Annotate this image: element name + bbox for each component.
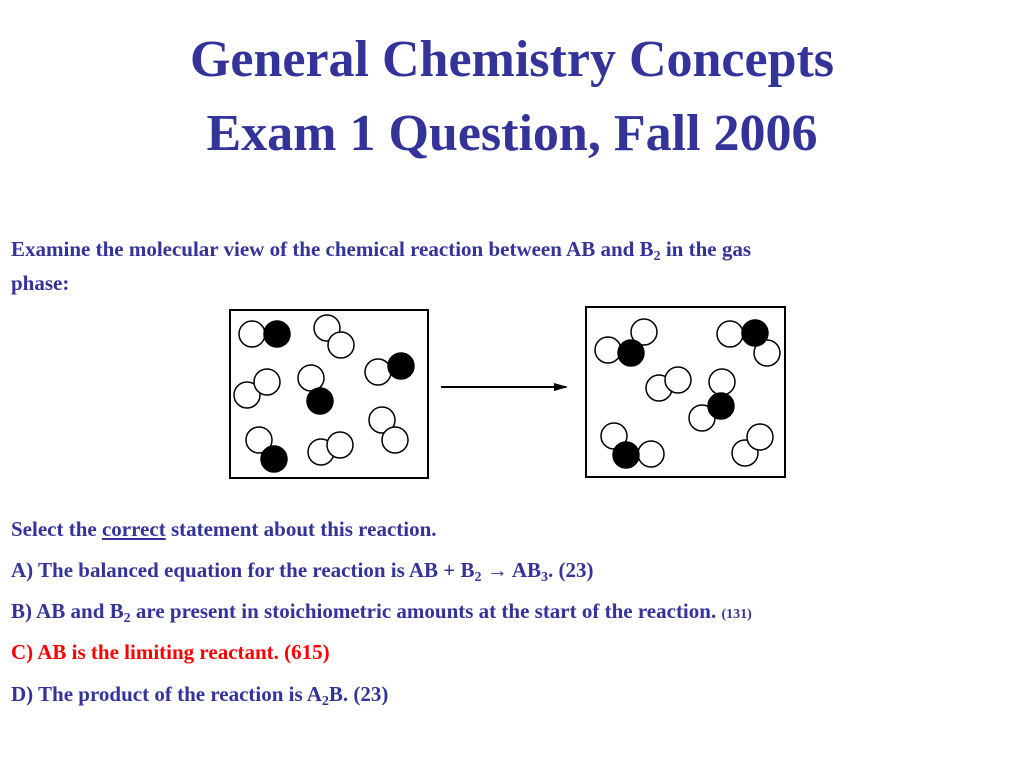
option-a-text-before: A) The balanced equation for the reaction is AB + B	[11, 558, 475, 582]
a-atom	[388, 353, 414, 379]
b-atom	[595, 337, 621, 363]
prompt-subscript: 2	[653, 249, 661, 264]
b-atom	[747, 424, 773, 450]
option-b-text-before: B) AB and B	[11, 599, 124, 623]
prompt-text-after: in the gas	[660, 237, 751, 261]
b-atom	[254, 369, 280, 395]
b-atom	[665, 367, 691, 393]
option-b-text-after: are present in stoichiometric amounts at the start of the reaction.	[130, 599, 717, 623]
b-atom	[365, 359, 391, 385]
a-atom	[264, 321, 290, 347]
title-line-1: General Chemistry Concepts	[189, 31, 835, 88]
option-a	[11, 557, 594, 583]
b-atom	[638, 441, 664, 467]
a-atom	[618, 340, 644, 366]
option-a-text-after: . (23)	[548, 558, 594, 582]
option-a-subscript-1: 2	[474, 570, 482, 585]
b-atom	[239, 321, 265, 347]
select-emphasis: correct	[101, 517, 166, 541]
prompt-line-2: phase:	[11, 271, 70, 295]
a-atom	[261, 446, 287, 472]
select-text-after: statement about this reaction.	[165, 517, 437, 541]
b-atom	[717, 321, 743, 347]
option-d-subscript: 2	[321, 694, 329, 709]
option-d	[11, 681, 388, 707]
option-b	[11, 598, 752, 628]
option-d-text-after: B. (23)	[328, 682, 389, 706]
option-b-count: (131)	[721, 607, 752, 622]
select-statement-line	[11, 516, 437, 542]
a-atom	[742, 320, 768, 346]
a-atom	[307, 388, 333, 414]
option-b-subscript: 2	[123, 611, 131, 626]
option-a-subscript-2: 3	[541, 570, 549, 585]
prompt-text-before: Examine the molecular view of the chemical reaction between AB and B	[11, 237, 654, 261]
b-atom	[709, 369, 735, 395]
option-a-arrow-text: → AB	[481, 558, 542, 582]
title-line-2: Exam 1 Question, Fall 2006	[206, 105, 818, 162]
b-atom	[382, 427, 408, 453]
a-atom	[613, 442, 639, 468]
b-atom	[298, 365, 324, 391]
select-text-before: Select the	[11, 517, 102, 541]
b-atom	[327, 432, 353, 458]
option-c-correct: C) AB is the limiting reactant. (615)	[11, 640, 330, 664]
a-atom	[708, 393, 734, 419]
b-atom	[328, 332, 354, 358]
option-d-text-before: D) The product of the reaction is A	[11, 682, 322, 706]
